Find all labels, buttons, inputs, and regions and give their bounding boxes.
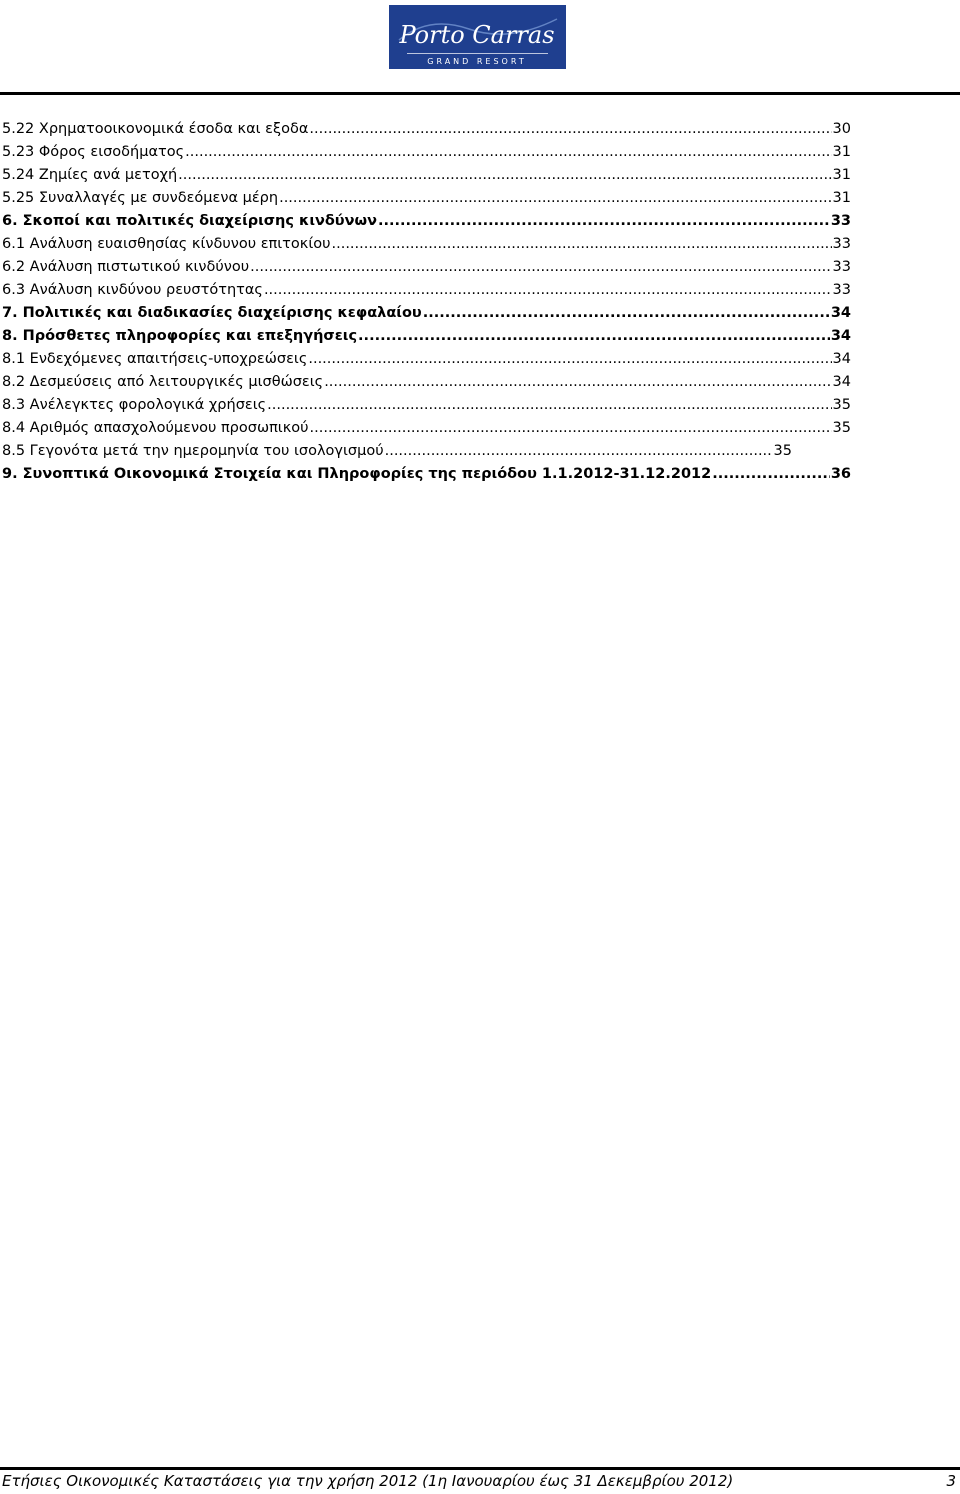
toc-entry-page: 31 <box>832 144 851 160</box>
toc-dot-leader <box>332 233 832 256</box>
toc-entry-label: 6.3 Ανάλυση κινδύνου ρευστότητας <box>2 282 263 298</box>
toc-entry-page: 34 <box>830 305 851 321</box>
toc-entry-page: 35 <box>773 443 792 459</box>
toc-entry-label: 8.5 Γεγονότα μετά την ημερομηνία του ισολογισμού <box>2 443 384 459</box>
toc-entry-5-22[interactable] <box>2 118 851 141</box>
toc-dot-leader <box>385 440 773 463</box>
toc-entry-label: 5.23 Φόρος εισοδήματος <box>2 144 185 160</box>
toc-dot-leader <box>310 417 832 440</box>
footer-page-number: 3 <box>946 1472 956 1490</box>
toc-entry-label: 5.25 Συναλλαγές με συνδεόμενα μέρη <box>2 190 279 206</box>
toc-dot-leader <box>279 187 831 210</box>
toc-entry-8-1[interactable] <box>2 348 851 371</box>
toc-dot-leader <box>308 348 831 371</box>
toc-entry-page: 33 <box>832 259 851 275</box>
header-divider <box>0 92 960 95</box>
toc-entry-8-2[interactable] <box>2 371 851 394</box>
toc-entry-page: 31 <box>832 190 851 206</box>
toc-dot-leader <box>712 463 830 486</box>
toc-entry-label: 5.24 Ζημίες ανά μετοχή <box>2 167 178 183</box>
toc-entry-page: 33 <box>830 213 851 229</box>
toc-dot-leader <box>250 256 831 279</box>
toc-entry-6-1[interactable] <box>2 233 851 256</box>
logo-subtext: GRAND RESORT <box>427 57 527 66</box>
toc-entry-label: 6. Σκοποί και πολιτικές διαχείρισης κινδύνων <box>2 213 377 229</box>
toc-entry-page: 34 <box>830 328 851 344</box>
logo-text: Porto Carras <box>399 21 555 49</box>
toc-dot-leader <box>309 118 831 141</box>
toc-entry-page: 34 <box>832 374 851 390</box>
toc-entry-label: 9. Συνοπτικά Οικονομικά Στοιχεία και Πληροφορίες της περιόδου 1.1.2012-31.12.2012 <box>2 466 712 482</box>
toc-entry-8[interactable] <box>2 325 851 348</box>
porto-carras-logo <box>389 5 566 69</box>
toc-entry-6-3[interactable] <box>2 279 851 302</box>
toc-entry-label: 5.22 Χρηματοοικονομικά έσοδα και εξοδα <box>2 121 309 137</box>
toc-entry-label: 8.4 Αριθμός απασχολούμενου προσωπικού <box>2 420 309 436</box>
toc-entry-5-23[interactable] <box>2 141 851 164</box>
toc-entry-7[interactable] <box>2 302 851 325</box>
toc-entry-label: 6.2 Ανάλυση πιστωτικού κινδύνου <box>2 259 250 275</box>
toc-entry-page: 35 <box>832 420 851 436</box>
toc-entry-5-25[interactable] <box>2 187 851 210</box>
toc-dot-leader <box>423 302 830 325</box>
toc-entry-label: 8.1 Ενδεχόμενες απαιτήσεις-υποχρεώσεις <box>2 351 308 367</box>
toc-entry-label: 6.1 Ανάλυση ευαισθησίας κίνδυνου επιτοκίου <box>2 236 331 252</box>
toc-entry-label: 8.3 Ανέλεγκτες φορολογικά χρήσεις <box>2 397 267 413</box>
toc-entry-page: 30 <box>832 121 851 137</box>
logo-graphic <box>389 5 566 69</box>
toc-entry-8-3[interactable] <box>2 394 851 417</box>
toc-entry-page: 31 <box>832 167 851 183</box>
toc-entry-page: 36 <box>830 466 851 482</box>
footer-divider <box>0 1467 960 1470</box>
toc-dot-leader <box>264 279 832 302</box>
toc-entry-8-4[interactable] <box>2 417 851 440</box>
toc-dot-leader <box>324 371 831 394</box>
toc-entry-label: 8. Πρόσθετες πληροφορίες και επεξηγήσεις <box>2 328 358 344</box>
toc-entry-5-24[interactable] <box>2 164 851 187</box>
toc-dot-leader <box>378 210 830 233</box>
toc-entry-6[interactable] <box>2 210 851 233</box>
toc-dot-leader <box>178 164 831 187</box>
toc-entry-page: 34 <box>832 351 851 367</box>
footer-document-title: Ετήσιες Οικονομικές Καταστάσεις για την χρήση 2012 (1η Ιανουαρίου έως 31 Δεκεμβρίου 2012) <box>2 1472 734 1490</box>
toc-entry-page: 35 <box>832 397 851 413</box>
table-of-contents <box>2 118 851 486</box>
toc-entry-label: 8.2 Δεσμεύσεις από λειτουργικές μισθώσεις <box>2 374 324 390</box>
toc-entry-page: 33 <box>832 236 851 252</box>
toc-entry-9[interactable] <box>2 463 851 486</box>
toc-entry-page: 33 <box>832 282 851 298</box>
toc-dot-leader <box>267 394 831 417</box>
toc-dot-leader <box>358 325 830 348</box>
toc-dot-leader <box>185 141 831 164</box>
toc-entry-6-2[interactable] <box>2 256 851 279</box>
toc-entry-label: 7. Πολιτικές και διαδικασίες διαχείρισης κεφαλαίου <box>2 305 422 321</box>
toc-entry-8-5[interactable] <box>2 440 792 463</box>
